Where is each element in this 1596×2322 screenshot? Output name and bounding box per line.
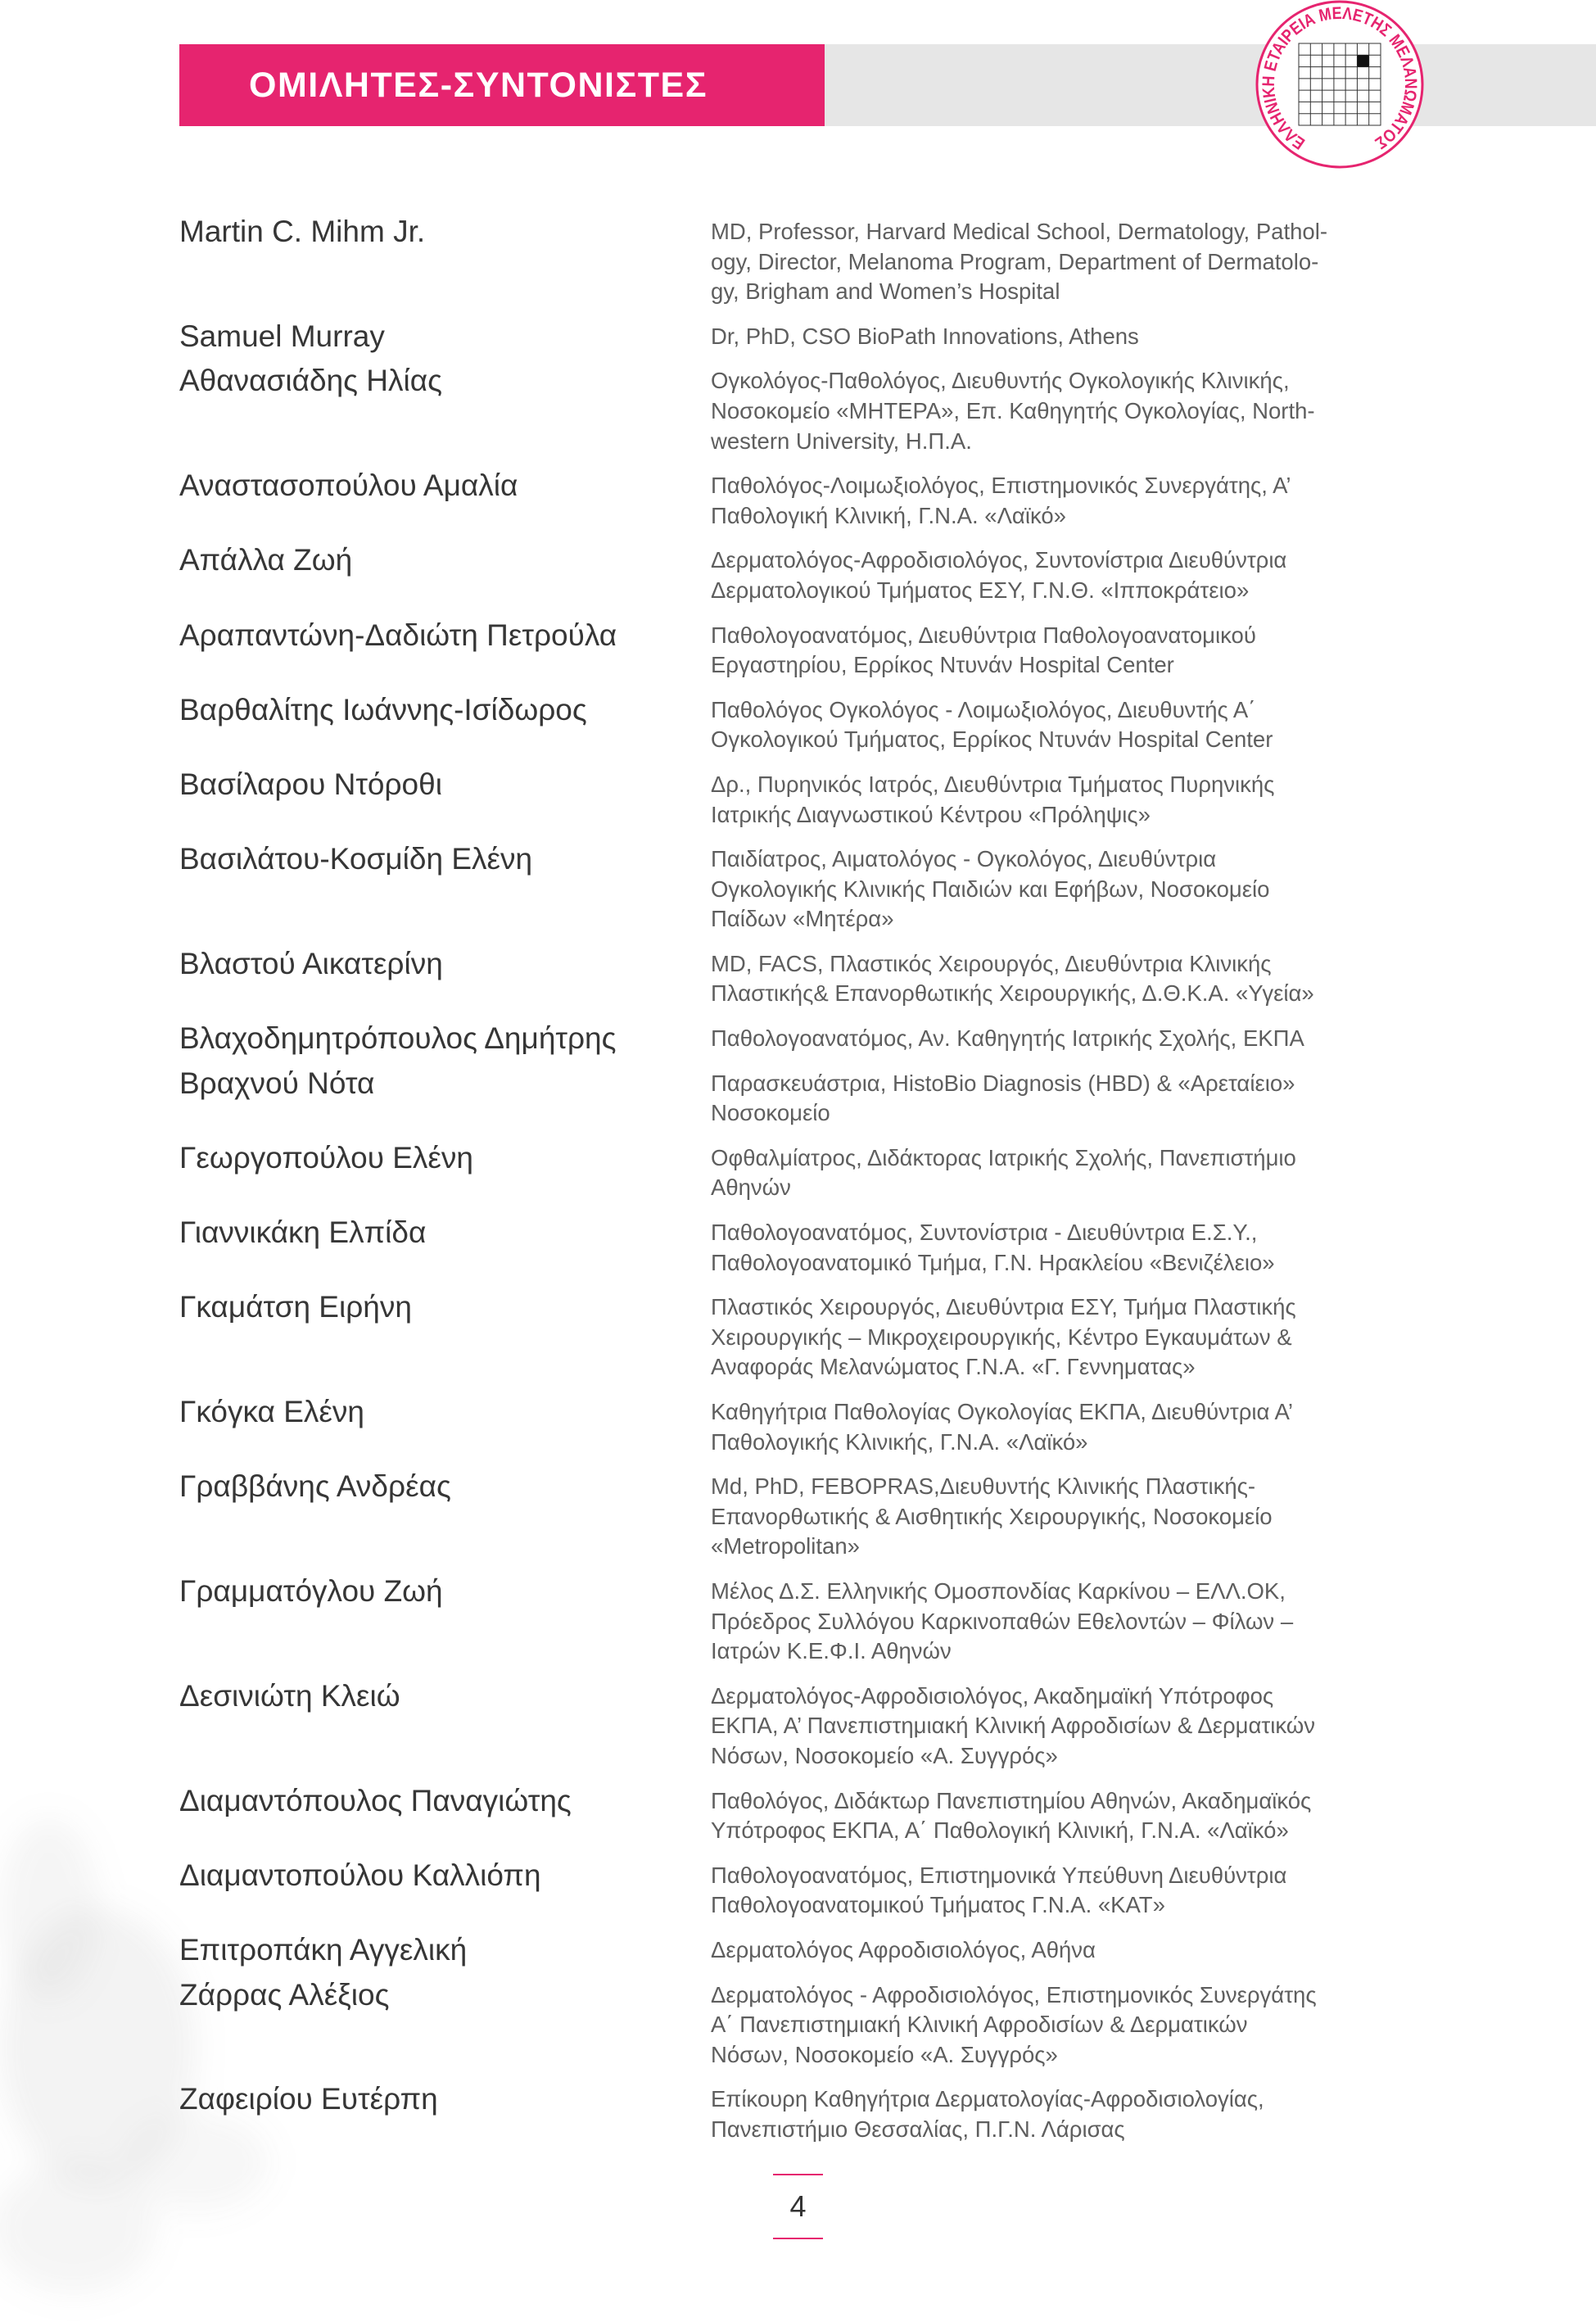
speaker-affiliation	[711, 1861, 1457, 1921]
affiliation-line: Εργαστηρίου, Ερρίκος Ντυνάν Hospital Center	[711, 652, 1174, 678]
speaker-name: Γκαμάτση Ειρήνη	[179, 1290, 412, 1324]
affiliation-line: Παθολογοανατόμος, Αν. Καθηγητής Ιατρικής Σχολής, ΕΚΠΑ	[711, 1025, 1304, 1052]
speaker-row	[179, 1977, 1457, 2071]
speaker-row	[179, 618, 1457, 681]
speaker-affiliation	[711, 1143, 1457, 1203]
speaker-name: Samuel Murray	[179, 319, 385, 353]
speaker-name: Γιαννικάκη Ελπίδα	[179, 1215, 427, 1250]
affiliation-line: Νοσοκομείο «ΜΗΤΕΡΑ», Επ. Καθηγητής Ογκολογίας, North-	[711, 397, 1315, 423]
affiliation-line: Πανεπιστήμιο Θεσσαλίας, Π.Γ.Ν. Λάρισας	[711, 2116, 1125, 2142]
speaker-row	[179, 692, 1457, 755]
speaker-row	[179, 217, 1457, 307]
affiliation-line: Παθολογική Κλινική, Γ.Ν.Α. «Λαϊκό»	[711, 502, 1066, 528]
affiliation-line: Παθολογοανατομικό Τμήμα, Γ.Ν. Ηρακλείου «Βενιζέλειο»	[711, 1249, 1275, 1275]
affiliation-line: Αθηνών	[711, 1175, 791, 1201]
speaker-row	[179, 946, 1457, 1009]
speaker-affiliation	[711, 844, 1457, 935]
speaker-name: Διαμαντόπουλος Παναγιώτης	[179, 1783, 572, 1817]
speaker-affiliation	[711, 1577, 1457, 1667]
affiliation-line: Dr, PhD, CSO BioPath Innovations, Athens	[711, 323, 1139, 349]
speaker-name: Διαμαντοπούλου Καλλιόπη	[179, 1858, 541, 1892]
affiliation-line: Πλαστικής& Επανορθωτικής Χειρουργικής, Δ.Θ.Κ.Α. «Υγεία»	[711, 980, 1314, 1007]
speaker-affiliation	[711, 1218, 1457, 1278]
affiliation-line: Δερματολόγος-Αφροδισιολόγος, Ακαδημαϊκή Υπότροφος	[711, 1682, 1274, 1709]
affiliation-line: Παθολόγος Ογκολόγος - Λοιμωξιολόγος, Διευθυντής Α΄	[711, 696, 1256, 722]
speaker-row	[179, 1858, 1457, 1921]
speaker-affiliation	[711, 1397, 1457, 1457]
speaker-row	[179, 1215, 1457, 1278]
speaker-affiliation	[711, 1069, 1457, 1129]
affiliation-line: Α΄ Πανεπιστημιακή Κλινική Αφροδισίων & Δερματικών	[711, 2012, 1248, 2038]
speaker-row	[179, 844, 1457, 935]
speaker-name: Martin C. Mihm Jr.	[179, 215, 426, 248]
affiliation-line: ogy, Director, Melanoma Program, Department of Dermatolo-	[711, 248, 1319, 274]
speaker-row	[179, 1397, 1457, 1457]
affiliation-line: Παθολογικής Κλινικής, Γ.Ν.Α. «Λαϊκό»	[711, 1428, 1088, 1455]
affiliation-line: Νόσων, Νοσοκομείο «Α. Συγγρός»	[711, 2041, 1058, 2067]
speaker-row	[179, 319, 1457, 353]
speaker-affiliation	[711, 1935, 1457, 1966]
affiliation-line: Υπότροφος ΕΚΠΑ, Α΄ Παθολογική Κλινική, Γ.Ν.Α. «Λαϊκό»	[711, 1817, 1289, 1844]
affiliation-line: Md, PhD, FEBOPRAS,Διευθυντής Κλινικής Πλαστικής-	[711, 1473, 1256, 1500]
page-number: 4	[789, 2189, 807, 2223]
affiliation-line: Παίδων «Μητέρα»	[711, 906, 894, 932]
affiliation-line: Παθολόγος-Λοιμωξιολόγος, Επιστημονικός Συνεργάτης, Α’	[711, 473, 1291, 499]
logo-lettering: ΕΛΛΗΝΙΚΗ ΕΤΑΙΡΕΙΑ ΜΕΛΕΤΗΣ ΜΕΛΑΝΩΜΑΤΟΣ	[1259, 3, 1421, 154]
affiliation-line: Αναφοράς Μελανώματος Γ.Ν.Α. «Γ. Γεννηματας»	[711, 1354, 1196, 1380]
speaker-row	[179, 1678, 1457, 1772]
header-banner	[179, 44, 825, 126]
affiliation-line: ΕΚΠΑ, Α’ Πανεπιστημιακή Κλινική Αφροδισίων & Δερματικών	[711, 1713, 1315, 1739]
speaker-affiliation	[711, 1024, 1457, 1054]
page-number-rule-bottom	[773, 2238, 823, 2239]
speaker-name: Γραββάνης Ανδρέας	[179, 1469, 451, 1504]
speaker-affiliation	[711, 1472, 1457, 1562]
affiliation-line: Δερματολόγος - Αφροδισιολόγος, Επιστημονικός Συνεργάτης	[711, 1981, 1317, 2007]
speaker-row	[179, 1469, 1457, 1562]
affiliation-line: western University, Η.Π.Α.	[711, 428, 972, 454]
affiliation-line: Δρ., Πυρηνικός Ιατρός, Διευθύντρια Τμήματος Πυρηνικής	[711, 771, 1275, 797]
speaker-row	[179, 366, 1457, 456]
speaker-row	[179, 1932, 1457, 1967]
affiliation-line: Νόσων, Νοσοκομείο «Α. Συγγρός»	[711, 1742, 1058, 1768]
speaker-row	[179, 545, 1457, 605]
speaker-affiliation	[711, 1786, 1457, 1846]
speaker-affiliation	[711, 545, 1457, 605]
speaker-name: Βασιλάτου-Κοσμίδη Ελένη	[179, 842, 533, 876]
affiliation-line: gy, Brigham and Women’s Hospital	[711, 278, 1060, 305]
page-number-rule-top	[773, 2174, 823, 2175]
speaker-name: Βλαστού Αικατερίνη	[179, 946, 443, 980]
affiliation-line: Πρόεδρος Συλλόγου Καρκινοπαθών Εθελοντών – Φίλων –	[711, 1608, 1294, 1634]
affiliation-line: Επίκουρη Καθηγήτρια Δερματολογίας-Αφροδισιολογίας,	[711, 2086, 1264, 2112]
affiliation-line: Ογκολόγος-Παθολόγος, Διευθυντής Ογκολογικής Κλινικής,	[711, 368, 1290, 394]
affiliation-line: Παθολογοανατόμος, Συντονίστρια - Διευθύντρια Ε.Σ.Υ.,	[711, 1220, 1258, 1246]
speaker-row	[179, 1066, 1457, 1129]
affiliation-line: Ιατρών Κ.Ε.Φ.Ι. Αθηνών	[711, 1638, 952, 1664]
speaker-row	[179, 468, 1457, 531]
speaker-affiliation	[711, 621, 1457, 681]
affiliation-line: Παθολογοανατομικού Τμήματος Γ.Ν.Α. «ΚΑΤ»	[711, 1892, 1165, 1918]
speaker-name: Ζαφειρίου Ευτέρπη	[179, 2082, 438, 2116]
speaker-affiliation	[711, 1980, 1457, 2071]
speaker-row	[179, 767, 1457, 830]
affiliation-line: Χειρουργικής – Μικροχειρουργικής, Κέντρο Εγκαυμάτων &	[711, 1324, 1292, 1350]
logo-black-cell	[1357, 55, 1368, 66]
speaker-name: Γκόγκα Ελένη	[179, 1395, 364, 1428]
speaker-affiliation	[711, 2084, 1457, 2144]
affiliation-line: Παρασκευάστρια, HistoBio Diagnosis (HBD) & «Αρεταίειο»	[711, 1070, 1295, 1096]
affiliation-line: Δερματολόγος-Αφροδισιολόγος, Συντονίστρια Διευθύντρια	[711, 547, 1287, 573]
speaker-affiliation	[711, 949, 1457, 1009]
affiliation-line: Οφθαλμίατρος, Διδάκτορας Ιατρικής Σχολής, Πανεπιστήμιο	[711, 1144, 1296, 1170]
speaker-name: Αναστασοπούλου Αμαλία	[179, 468, 518, 503]
affiliation-line: Νοσοκομείο	[711, 1100, 830, 1126]
speaker-row	[179, 2084, 1457, 2144]
affiliation-line: MD, FACS, Πλαστικός Χειρουργός, Διευθύντρια Κλινικής	[711, 950, 1272, 976]
speaker-name: Αθανασιάδης Ηλίας	[179, 364, 442, 398]
speaker-name: Δεσινιώτη Κλειώ	[179, 1678, 400, 1713]
speaker-affiliation	[711, 695, 1457, 755]
affiliation-line: Ογκολογικής Κλινικής Παιδιών και Εφήβων, Νοσοκομείο	[711, 876, 1270, 902]
speaker-name: Γεωργοπούλου Ελένη	[179, 1140, 473, 1175]
speaker-name: Επιτροπάκη Αγγελική	[179, 1932, 468, 1967]
speaker-affiliation	[711, 1682, 1457, 1772]
speaker-name: Βαρθαλίτης Ιωάννης-Ισίδωρος	[179, 692, 587, 726]
speaker-row	[179, 1140, 1457, 1203]
affiliation-line: Δερματολογικού Τμήματος ΕΣΥ, Γ.Ν.Θ. «Ιπποκράτειο»	[711, 577, 1250, 603]
page-title: ΟΜΙΛΗΤΕΣ-ΣΥΝΤΟΝΙΣΤΕΣ	[249, 66, 708, 105]
speaker-row	[179, 1292, 1457, 1383]
speaker-affiliation	[711, 322, 1457, 352]
affiliation-line: Ογκολογικού Τμήματος, Ερρίκος Ντυνάν Hospital Center	[711, 726, 1273, 753]
speaker-row	[179, 1021, 1457, 1056]
affiliation-line: Μέλος Δ.Σ. Ελληνικής Ομοσπονδίας Καρκίνου – ΕΛΛ.ΟΚ,	[711, 1577, 1286, 1604]
header-gray-band	[825, 44, 1596, 126]
speaker-name: Αραπαντώνη-Δαδιώτη Πετρούλα	[179, 618, 617, 652]
society-logo	[1255, 0, 1424, 169]
speaker-affiliation	[711, 217, 1457, 307]
speaker-list	[179, 217, 1457, 2159]
speaker-name: Γραμματόγλου Ζωή	[179, 1573, 443, 1608]
affiliation-line: «Metropolitan»	[711, 1533, 860, 1559]
speaker-affiliation	[711, 471, 1457, 531]
speaker-name: Βασίλαρου Ντόροθι	[179, 767, 442, 801]
affiliation-line: Παθολόγος, Διδάκτωρ Πανεπιστημίου Αθηνών, Ακαδημαϊκός	[711, 1787, 1312, 1813]
affiliation-line: Παιδίατρος, Αιματολόγος - Ογκολόγος, Διευθύντρια	[711, 846, 1217, 872]
speaker-row	[179, 1783, 1457, 1846]
affiliation-line: Δερματολόγος Αφροδισιολόγος, Αθήνα	[711, 1936, 1096, 1962]
affiliation-line: Επανορθωτικής & Αισθητικής Χειρουργικής, Νοσοκομείο	[711, 1503, 1273, 1529]
affiliation-line: Πλαστικός Χειρουργός, Διευθύντρια ΕΣΥ, Τμήμα Πλαστικής	[711, 1294, 1296, 1320]
speaker-name: Βλαχοδημητρόπουλος Δημήτρης	[179, 1021, 617, 1056]
affiliation-line: Καθηγήτρια Παθολογίας Ογκολογίας ΕΚΠΑ, Διευθύντρια Α’	[711, 1399, 1293, 1424]
speaker-name: Ζάρρας Αλέξιος	[179, 1977, 390, 2012]
speaker-name: Βραχνού Νότα	[179, 1066, 375, 1100]
affiliation-line: Παθολογοανατόμος, Διευθύντρια Παθολογοανατομικού	[711, 622, 1256, 648]
speaker-row	[179, 1573, 1457, 1667]
speaker-affiliation	[711, 770, 1457, 830]
speaker-name: Απάλλα Ζωή	[179, 543, 353, 577]
speaker-affiliation	[711, 366, 1457, 456]
speaker-affiliation	[711, 1292, 1457, 1383]
affiliation-line: Παθολογοανατόμος, Επιστημονικά Υπεύθυνη Διευθύντρια	[711, 1862, 1287, 1888]
affiliation-line: Ιατρικής Διαγνωστικού Κέντρου «Πρόληψις»	[711, 801, 1151, 827]
affiliation-line: MD, Professor, Harvard Medical School, Dermatology, Pathol-	[711, 219, 1327, 244]
